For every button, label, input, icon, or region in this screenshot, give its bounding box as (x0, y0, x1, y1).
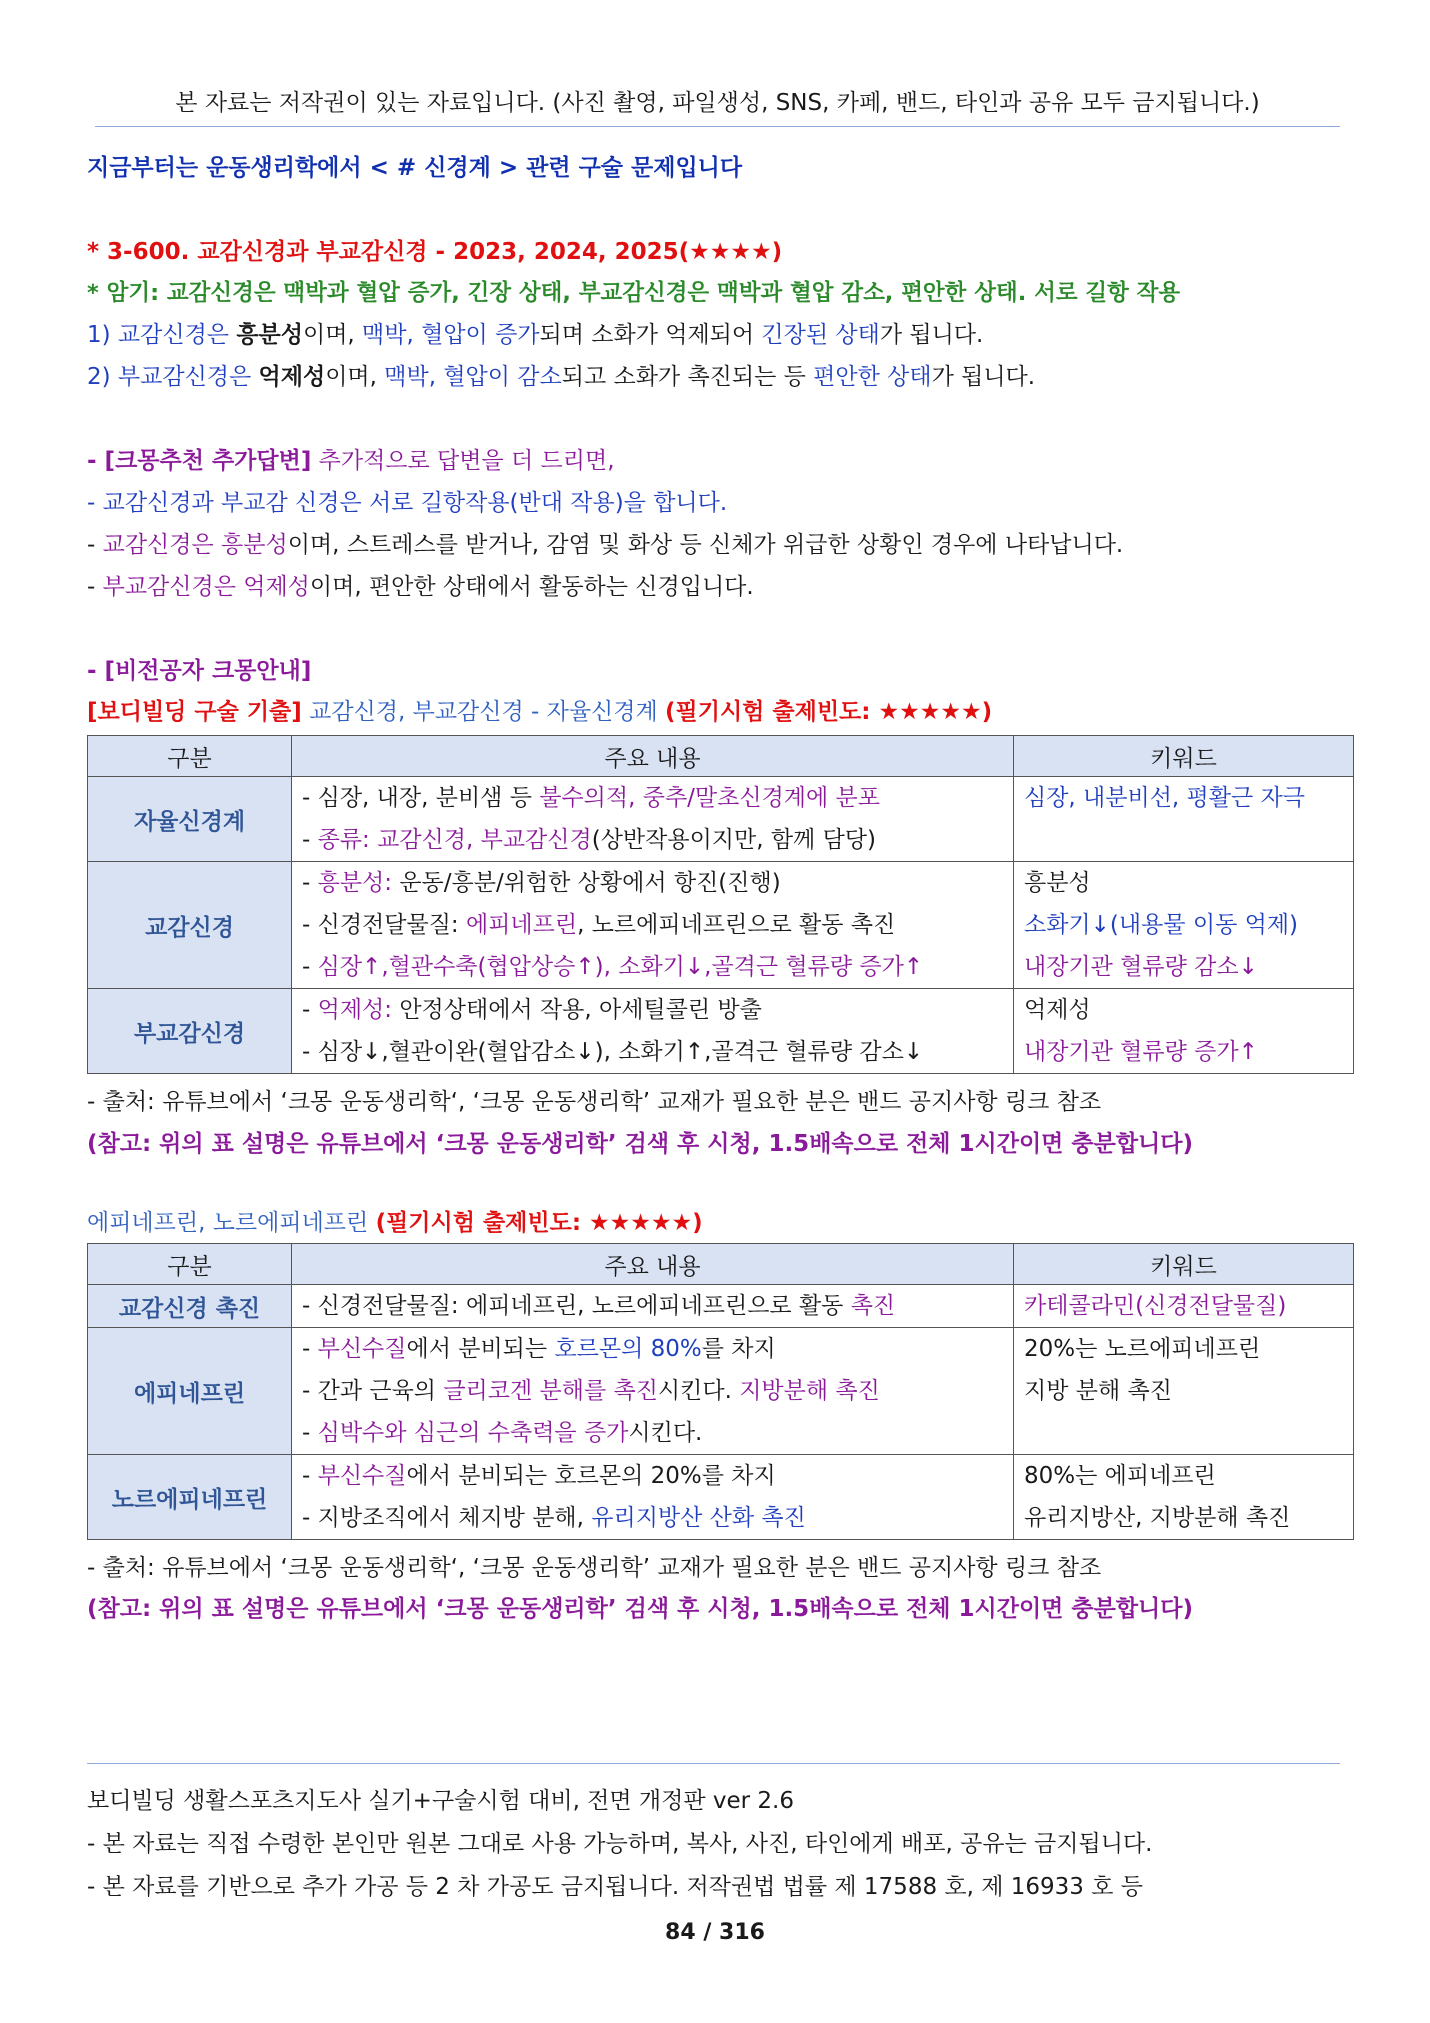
column-header: 키워드 (1014, 736, 1354, 777)
row-keywords (1014, 1328, 1354, 1455)
copyright-header: 본 자료는 저작권이 있는 자료입니다. (사진 촬영, 파일생성, SNS, 카페, 밴드, 타인과 공유 모두 금지됩니다.) (175, 90, 1260, 116)
content-line (302, 1328, 1003, 1370)
note-line-2: (참고: 위의 표 설명은 유튜브에서 ‘크몽 운동생리학’ 검색 후 시청, 1.5배속으로 전체 1시간이면 충분합니다) (87, 1596, 1193, 1622)
content-line (302, 1455, 1003, 1497)
column-header: 키워드 (1014, 1244, 1354, 1285)
content-text: - 심장, 내장, 분비샘 등 (302, 785, 540, 811)
keyword: 20%는 노르에피네프린 (1024, 1336, 1261, 1362)
keyword: 유리지방산, 지방분해 촉진 (1024, 1505, 1291, 1531)
question-title: * 3-600. 교감신경과 부교감신경 - 2023, 2024, 2025(★★★★) (87, 239, 783, 265)
keyword: 소화기↓(내용물 이동 억제) (1024, 912, 1299, 938)
row-content (292, 1285, 1014, 1328)
answer-2-end: 가 됩니다. (931, 364, 1036, 390)
extra-title (87, 446, 615, 476)
row-category: 노르에피네프린 (88, 1455, 292, 1540)
row-keywords (1014, 989, 1354, 1074)
column-header: 주요 내용 (292, 736, 1014, 777)
row-keywords (1014, 777, 1354, 862)
row-keywords (1014, 1455, 1354, 1540)
answer-2-lead: 2) 부교감신경은 (87, 364, 259, 390)
table-row (88, 1328, 1354, 1455)
autonomic-table (87, 735, 1354, 1074)
content-highlight: 촉진 (850, 1293, 896, 1319)
answer-1 (87, 320, 983, 350)
row-content (292, 1328, 1014, 1455)
row-category: 에피네프린 (88, 1328, 292, 1455)
intro-line: 지금부터는 운동생리학에서 < # 신경계 > 관련 구술 문제입니다 (87, 155, 743, 181)
guide-subtitle-topic: 교감신경, 부교감신경 - 자율신경계 (301, 699, 666, 725)
answer-1-end: 가 됩니다. (879, 322, 984, 348)
content-highlight: 심장↑,혈관수축(협압상승↑), 소화기↓,골격근 혈류량 증가↑ (317, 954, 924, 980)
content-text: - (302, 1463, 318, 1489)
content-text: 를 차지 (701, 1336, 776, 1362)
section2-title-topic: 에피네프린, 노르에피네프린 (87, 1210, 376, 1236)
content-highlight: 에피네프린 (465, 912, 578, 938)
answer-1-highlight: 맥박, 혈압이 증가 (362, 322, 540, 348)
row-category: 교감신경 촉진 (88, 1285, 292, 1328)
content-text: - (302, 997, 318, 1023)
table-row (88, 989, 1354, 1074)
row-content (292, 862, 1014, 989)
row-keywords (1014, 1285, 1354, 1328)
column-header: 주요 내용 (292, 1244, 1014, 1285)
row-category: 자율신경계 (88, 777, 292, 862)
footer-notice-2: - 본 자료를 기반으로 추가 가공 등 2 차 가공도 금지됩니다. 저작권법 법률 제 17588 호, 제 16933 호 등 (87, 1874, 1143, 1900)
extra-title-text: 추가적으로 답변을 더 드리면, (311, 448, 615, 474)
guide-title: - [비전공자 크몽안내] (87, 658, 312, 684)
answer-1-text2: 되며 소화가 억제되어 (539, 322, 762, 348)
guide-subtitle-tag: [보디빌딩 구술 기출] (87, 699, 302, 725)
extra-line-2-key: 교감신경은 흥분성 (102, 532, 288, 558)
table-header-row (88, 736, 1354, 777)
content-line (302, 904, 1003, 946)
table-row (88, 1455, 1354, 1540)
footer-divider (87, 1763, 1340, 1764)
content-text: (상반작용이지만, 함께 담당) (591, 827, 876, 853)
keyword: 80%는 에피네프린 (1024, 1463, 1216, 1489)
answer-2-key: 억제성 (258, 364, 326, 390)
guide-subtitle-frequency: (필기시험 출제빈도: ★★★★★) (665, 699, 993, 725)
extra-line-3-dash: - (87, 574, 103, 600)
content-text: - 신경전달물질: 에피네프린, 노르에피네프린으로 활동 (302, 1293, 851, 1319)
content-highlight: 종류: 교감신경, 부교감신경 (317, 827, 592, 853)
content-text: 시킨다. (628, 1420, 703, 1446)
content-highlight: 호르몬의 80% (554, 1336, 702, 1362)
table-row (88, 777, 1354, 862)
content-line: - 심장↓,혈관이완(혈압감소↓), 소화기↑,골격근 혈류량 감소↓ (302, 1039, 924, 1065)
content-text: - (302, 1420, 318, 1446)
column-header: 구분 (88, 1244, 292, 1285)
content-text: 운동/흥분/위험한 상황에서 항진(진행) (392, 870, 781, 896)
section2-title (87, 1208, 703, 1238)
content-text: - (302, 954, 318, 980)
table-row (88, 1285, 1354, 1328)
content-line (302, 862, 1003, 904)
source-line-1: - 출처: 유튜브에서 ‘크몽 운동생리학‘, ‘크몽 운동생리학’ 교재가 필요한 분은 밴드 공지사항 링크 참조 (87, 1089, 1102, 1115)
content-text: - 신경전달물질: (302, 912, 466, 938)
answer-2 (87, 362, 1035, 392)
row-content (292, 989, 1014, 1074)
keyword: 흥분성 (1024, 870, 1091, 896)
content-highlight: 흥분성: (317, 870, 393, 896)
section2-title-frequency: (필기시험 출제빈도: ★★★★★) (375, 1210, 703, 1236)
footer-edition: 보디빌딩 생활스포츠지도사 실기+구술시험 대비, 전면 개정판 ver 2.6 (87, 1788, 795, 1814)
header-divider (95, 126, 1340, 127)
extra-line-3-text: 이며, 편안한 상태에서 활동하는 신경입니다. (309, 574, 754, 600)
content-text: 에서 분비되는 (406, 1336, 555, 1362)
content-line (302, 1285, 1003, 1327)
table-row (88, 862, 1354, 989)
answer-2-state: 편안한 상태 (813, 364, 932, 390)
column-header: 구분 (88, 736, 292, 777)
content-highlight: 부신수질 (317, 1336, 407, 1362)
content-text: - (302, 870, 318, 896)
row-content (292, 1455, 1014, 1540)
content-text: - (302, 827, 318, 853)
answer-2-text2: 되고 소화가 촉진되는 등 (561, 364, 814, 390)
content-text: 시킨다. (657, 1378, 740, 1404)
content-line (302, 1412, 1003, 1454)
content-line (302, 946, 1003, 988)
row-content (292, 777, 1014, 862)
content-text: - 간과 근육의 (302, 1378, 444, 1404)
content-line (302, 777, 1003, 819)
source-line-2: - 출처: 유튜브에서 ‘크몽 운동생리학‘, ‘크몽 운동생리학’ 교재가 필요한 분은 밴드 공지사항 링크 참조 (87, 1555, 1102, 1581)
extra-line-3 (87, 572, 754, 602)
content-text: , 노르에피네프린으로 활동 촉진 (577, 912, 896, 938)
answer-1-key: 흥분성 (236, 322, 303, 348)
extra-line-2-dash: - (87, 532, 103, 558)
content-highlight: 글리코겐 분해를 촉진 (443, 1378, 658, 1404)
keyword: 내장기관 혈류량 증가↑ (1024, 1039, 1258, 1065)
content-line (302, 819, 1003, 861)
content-line (302, 989, 1003, 1031)
answer-2-highlight: 맥박, 혈압이 감소 (384, 364, 562, 390)
content-highlight: 지방분해 촉진 (739, 1378, 880, 1404)
answer-1-state: 긴장된 상태 (761, 322, 880, 348)
content-line (302, 1370, 1003, 1412)
note-line-1: (참고: 위의 표 설명은 유튜브에서 ‘크몽 운동생리학’ 검색 후 시청, 1.5배속으로 전체 1시간이면 충분합니다) (87, 1131, 1193, 1157)
keyword: 억제성 (1024, 997, 1091, 1023)
answer-1-lead: 1) 교감신경은 (87, 322, 237, 348)
row-keywords (1014, 862, 1354, 989)
hormone-table (87, 1243, 1354, 1540)
keyword: 카테콜라민(신경전달물질) (1024, 1293, 1287, 1319)
extra-line-2 (87, 530, 1123, 560)
content-highlight: 부신수질 (317, 1463, 407, 1489)
row-category: 교감신경 (88, 862, 292, 989)
extra-line-2-text: 이며, 스트레스를 받거나, 감염 및 화상 등 신체가 위급한 상황인 경우에 나타납니다. (287, 532, 1124, 558)
guide-subtitle (87, 697, 992, 727)
extra-line-1: - 교감신경과 부교감 신경은 서로 길항작용(반대 작용)을 합니다. (87, 490, 728, 516)
content-text: - (302, 1336, 318, 1362)
content-text: 안정상태에서 작용, 아세틸콜린 방출 (392, 997, 762, 1023)
content-line (302, 1497, 1003, 1539)
footer-notice-1: - 본 자료는 직접 수령한 본인만 원본 그대로 사용 가능하며, 복사, 사진, 타인에게 배포, 공유는 금지됩니다. (87, 1831, 1153, 1857)
content-highlight: 심박수와 심근의 수축력을 증가 (317, 1420, 629, 1446)
extra-title-label: - [크몽추천 추가답변] (87, 448, 312, 474)
content-highlight: 불수의적, 중추/말초신경계에 분포 (539, 785, 880, 811)
keyword: 지방 분해 촉진 (1024, 1378, 1172, 1404)
page-number: 84 / 316 (665, 1920, 765, 1945)
keyword: 심장, 내분비선, 평활근 자극 (1024, 785, 1305, 811)
content-highlight: 유리지방산 산화 촉진 (591, 1505, 806, 1531)
answer-1-text: 이며, (302, 322, 363, 348)
content-text: - 지방조직에서 체지방 분해, (302, 1505, 592, 1531)
content-highlight: 억제성: (317, 997, 393, 1023)
keyword: 내장기관 혈류량 감소↓ (1024, 954, 1258, 980)
table-header-row (88, 1244, 1354, 1285)
answer-2-text: 이며, (325, 364, 385, 390)
content-text: 에서 분비되는 호르몬의 20%를 차지 (406, 1463, 776, 1489)
extra-line-3-key: 부교감신경은 억제성 (102, 574, 310, 600)
row-category: 부교감신경 (88, 989, 292, 1074)
memo-line: * 암기: 교감신경은 맥박과 혈압 증가, 긴장 상태, 부교감신경은 맥박과 혈압 감소, 편안한 상태. 서로 길항 작용 (87, 280, 1181, 306)
